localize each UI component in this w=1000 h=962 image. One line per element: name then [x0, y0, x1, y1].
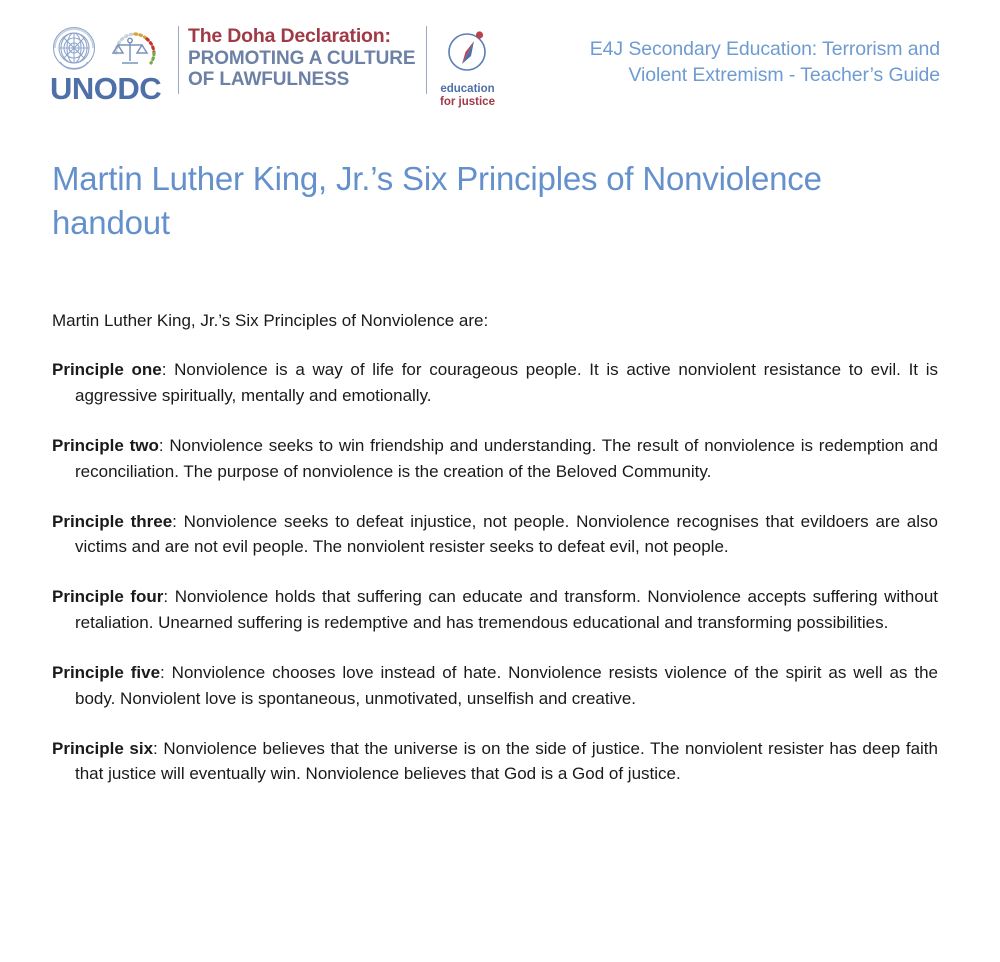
principle-text-one: : Nonviolence is a way of life for courageous people. It is active nonviolent resistance to evil. It is aggressive spiritually, mentally and emotionally. — [75, 360, 939, 406]
principle-text-four: : Nonviolence holds that suffering can educate and transform. Nonviolence accepts suffering without retaliation. Unearned suffering is redemptive and has tremendous educational and transforming possibilities. — [75, 587, 939, 633]
principle-label-six: Principle six — [52, 738, 154, 758]
principle-paragraph-three — [52, 509, 938, 561]
unodc-doha-e4j-logo-lockup — [50, 24, 499, 109]
principle-label-five: Principle five — [52, 662, 161, 682]
principle-paragraph-five — [52, 660, 938, 712]
logo-divider-2 — [426, 26, 427, 94]
scales-of-justice-icon — [102, 24, 164, 77]
education-for-justice-icon — [443, 25, 493, 80]
intro-paragraph: Martin Luther King, Jr.’s Six Principles of Nonviolence are: — [52, 310, 489, 330]
header-title-line-1: E4J Secondary Education: Terrorism and — [589, 38, 940, 60]
unodc-wordmark: UNODC — [50, 71, 162, 106]
doha-declaration-text — [188, 24, 416, 90]
principle-text-three: : Nonviolence seeks to defeat injustice, not people. Nonviolence recognises that evildoers are also victims and are not evil people. The nonviolent resister seeks to defeat evil, not people. — [75, 511, 938, 557]
principle-label-one: Principle one — [52, 360, 162, 380]
unodc-logo — [50, 24, 170, 104]
principle-label-four: Principle four — [52, 587, 164, 607]
page-header — [0, 0, 1000, 109]
document-body — [0, 157, 1000, 787]
principle-paragraph-one — [52, 357, 938, 409]
page-title: Martin Luther King, Jr.’s Six Principles of Nonviolence handout — [52, 160, 822, 241]
e4j-label-line2: for justice — [440, 96, 495, 109]
logo-divider-1 — [178, 26, 179, 94]
doha-headline: The Doha Declaration: — [188, 25, 391, 47]
principle-paragraph-six — [52, 736, 938, 788]
principle-label-three: Principle three — [52, 511, 173, 531]
education-for-justice-logo — [437, 24, 499, 109]
e4j-label — [440, 83, 495, 109]
header-title-line-2: Violent Extremism - Teacher’s Guide — [628, 64, 940, 87]
doha-subline-1: PROMOTING A CULTURE — [188, 47, 416, 69]
doha-subline-2: OF LAWFULNESS — [188, 69, 350, 91]
principle-paragraph-four — [52, 584, 938, 636]
un-emblem-row — [50, 24, 164, 72]
principle-label-two: Principle two — [52, 435, 159, 455]
un-emblem-icon — [50, 24, 98, 77]
e4j-label-line1: education — [440, 83, 495, 95]
principle-text-five: : Nonviolence chooses love instead of hate. Nonviolence resists violence of the spirit as well as the body. Nonviolent love is spontaneous, unmotivated, unselfish and creative. — [75, 662, 938, 708]
principle-text-two: : Nonviolence seeks to win friendship and understanding. The result of nonviolence is redemption and reconciliation. The purpose of nonviolence is the creation of the Beloved Community. — [75, 435, 938, 481]
header-document-title — [590, 24, 940, 89]
principle-paragraph-two — [52, 433, 938, 485]
principle-text-six: : Nonviolence believes that the universe is on the side of justice. The nonviolent resister has deep faith that justice will eventually win. Nonviolence believes that God is a God of justice. — [75, 738, 938, 784]
